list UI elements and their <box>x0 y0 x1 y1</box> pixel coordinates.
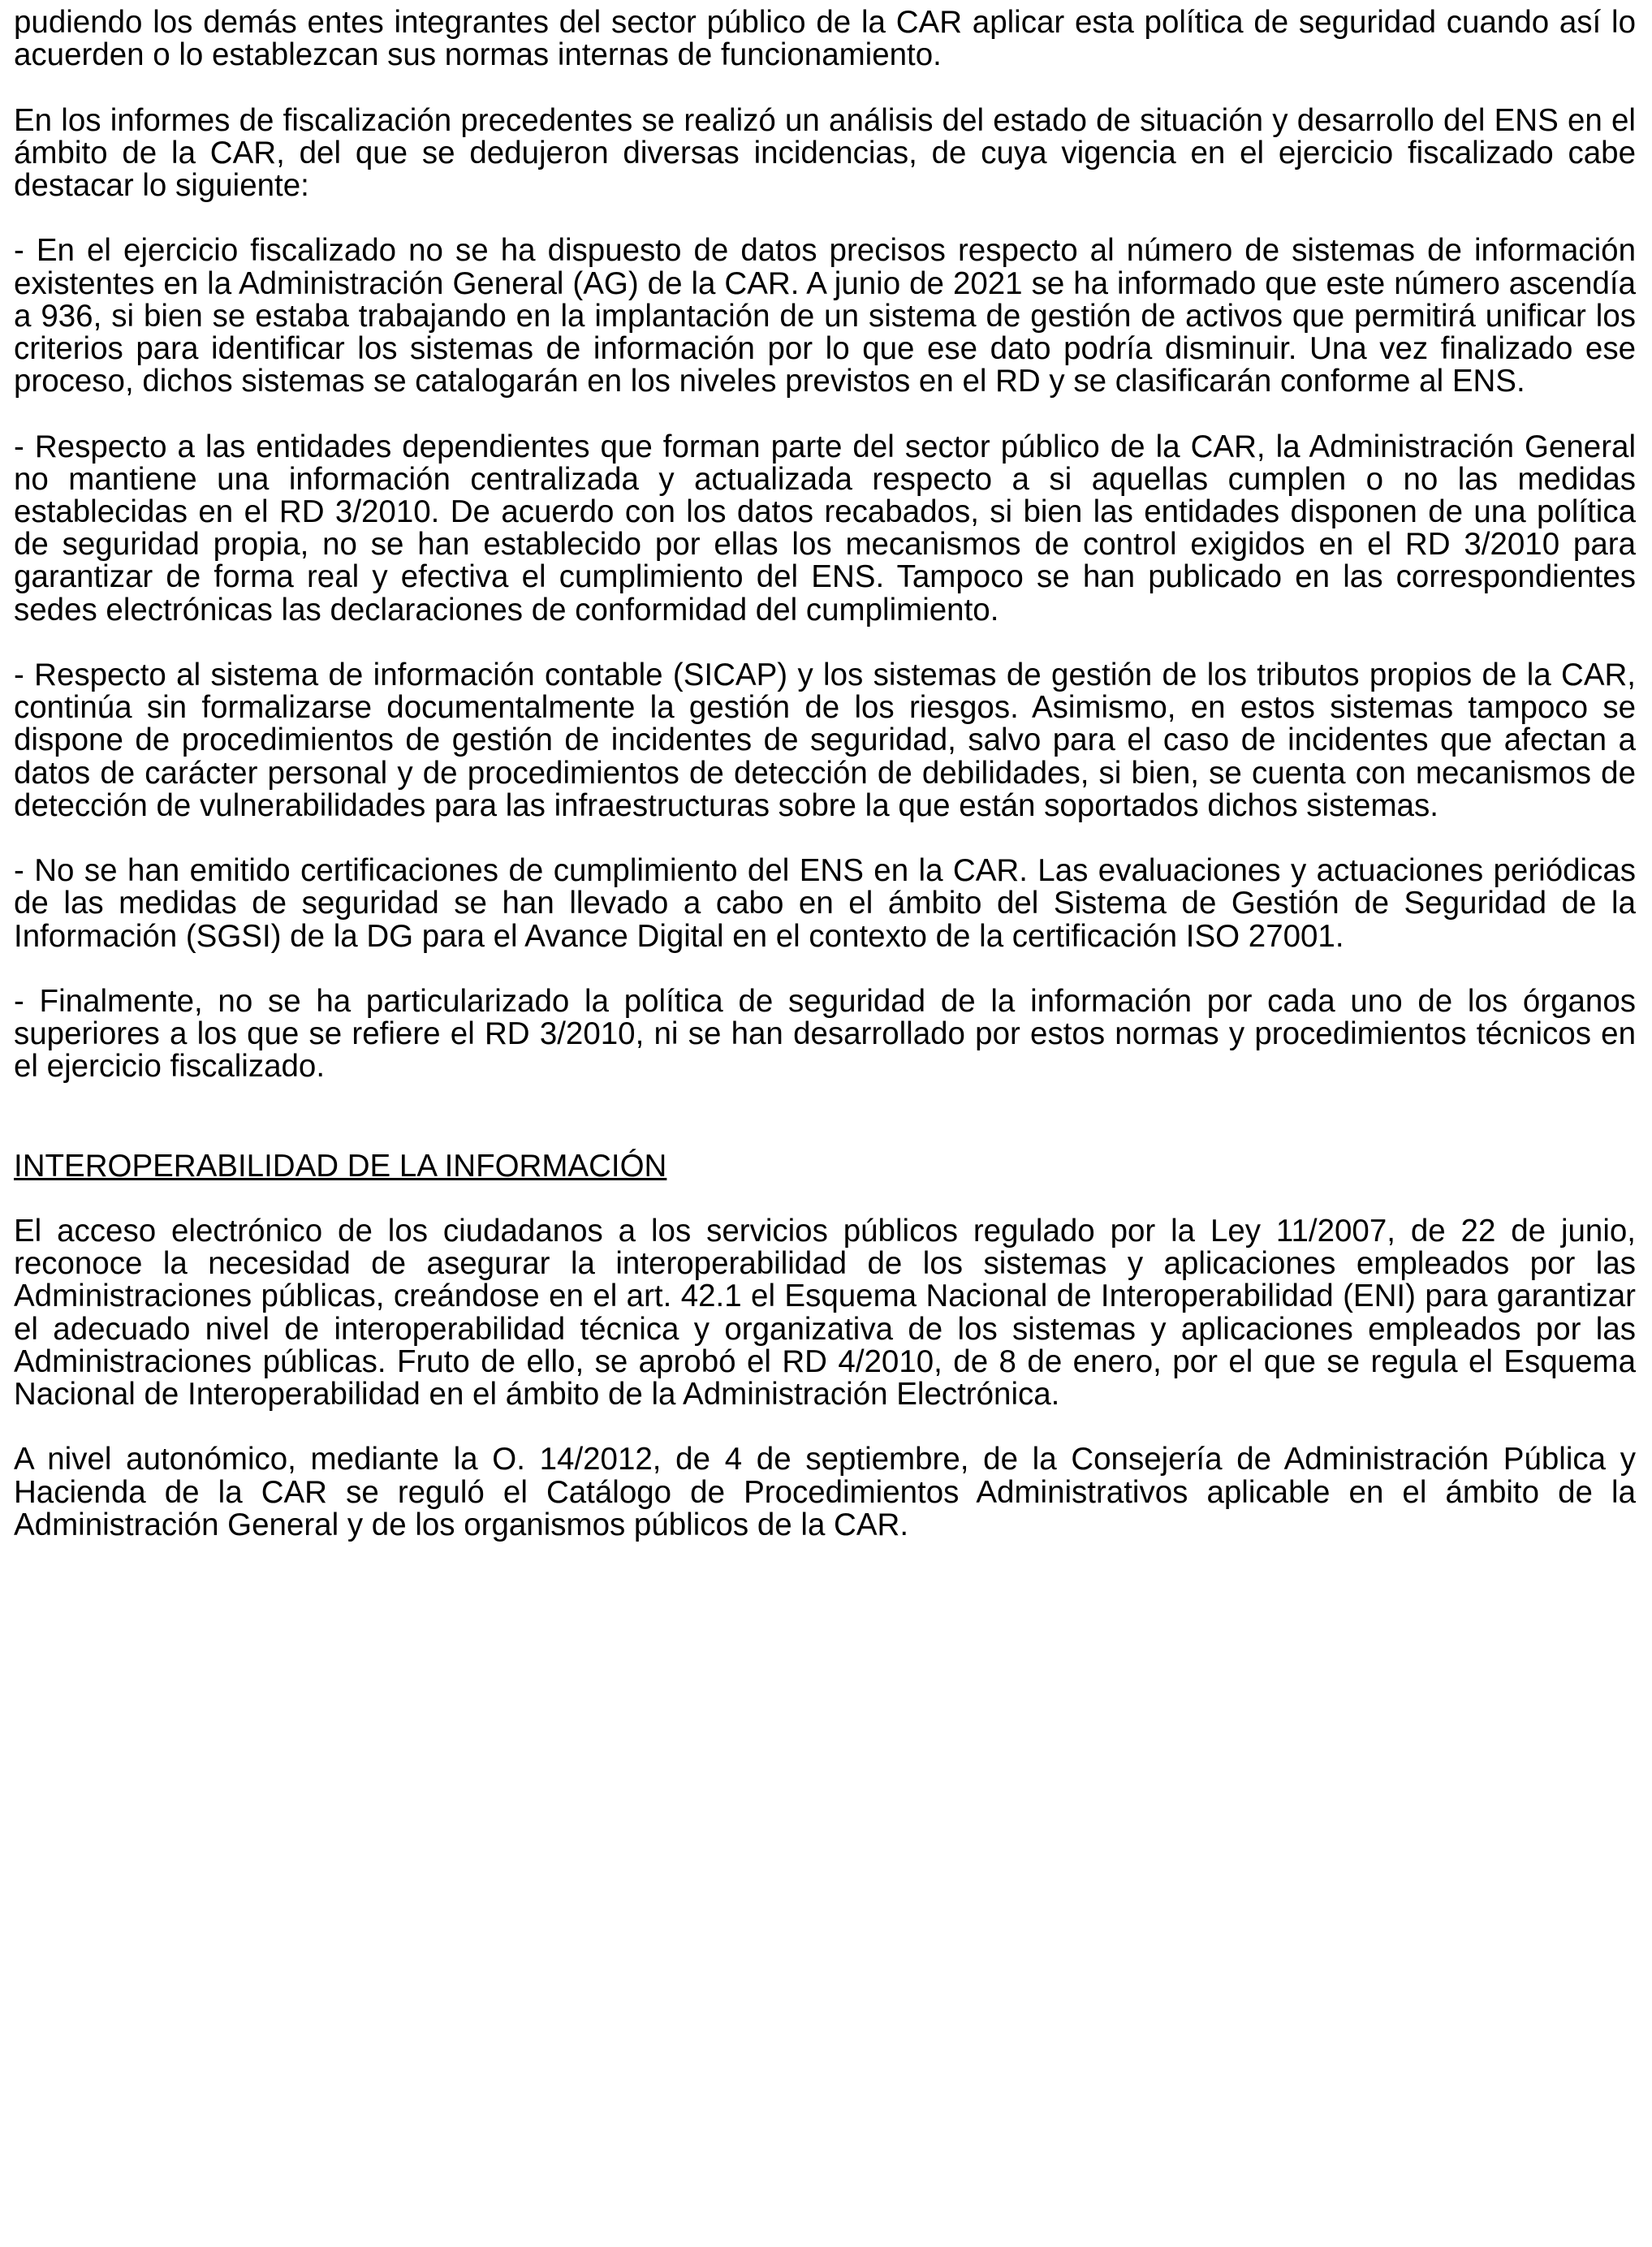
paragraph-sicap-risks: - Respecto al sistema de información contable (SICAP) y los sistemas de gestión de los tributos propios de la CAR, continúa sin formalizarse documentalmente la gestión de los riesgos. Asimismo, en estos sistemas tampoco se dispone de procedimientos de gestión de incidentes de seguridad, salvo para el caso de incidentes que afectan a datos de carácter personal y de procedimientos de detección de debilidades, si bien, se cuenta con mecanismos de detección de vulnerabilidades para las infraestructuras sobre la que están soportados dichos sistemas. <box>14 658 1636 823</box>
section-heading: INTEROPERABILIDAD DE LA INFORMACIÓN <box>14 1148 667 1184</box>
document-page <box>14 6 1636 1574</box>
paragraph-eni: El acceso electrónico de los ciudadanos a los servicios públicos regulado por la Ley 11/2007, de 22 de junio, reconoce la necesidad de asegurar la interoperabilidad de los sistemas y aplicaciones empleados por las Administraciones públicas, creándose en el art. 42.1 el Esquema Nacional de Interoperabilidad (ENI) para garantizar el adecuado nivel de interoperabilidad técnica y organizativa de los sistemas y aplicaciones empleados por las Administraciones públicas. Fruto de ello, se aprobó el RD 4/2010, de 8 de enero, por el que se regula el Esquema Nacional de Interoperabilidad en el ámbito de la Administración Electrónica. <box>14 1214 1636 1412</box>
paragraph-dependent-entities: - Respecto a las entidades dependientes que forman parte del sector público de la CAR, la Administración General no mantiene una información centralizada y actualizada respecto a si aquellas cumplen o no las medidas establecidas en el RD 3/2010. De acuerdo con los datos recabados, si bien las entidades disponen de una política de seguridad propia, no se han establecido por ellas los mecanismos de control exigidos en el RD 3/2010 para garantizar de forma real y efectiva el cumplimiento del ENS. Tampoco se han publicado en las correspondientes sedes electrónicas las declaraciones de conformidad del cumplimiento. <box>14 429 1636 628</box>
paragraph-security-policy: - Finalmente, no se ha particularizado la política de seguridad de la información por cada uno de los órganos superiores a los que se refiere el RD 3/2010, ni se han desarrollado por estos normas y procedimientos técnicos en el ejercicio fiscalizado. <box>14 984 1636 1085</box>
paragraph-regional-order: A nivel autonómico, mediante la O. 14/2012, de 4 de septiembre, de la Consejería de Administración Pública y Hacienda de la CAR se reguló el Catálogo de Procedimientos Administrativos aplicable en el ámbito de la Administración General y de los organismos públicos de la CAR. <box>14 1442 1636 1542</box>
paragraph-prior-reports: En los informes de fiscalización precedentes se realizó un análisis del estado de situación y desarrollo del ENS en el ámbito de la CAR, del que se dedujeron diversas incidencias, de cuya vigencia en el ejercicio fiscalizado cabe destacar lo siguiente: <box>14 102 1636 203</box>
paragraph-information-systems: - En el ejercicio fiscalizado no se ha dispuesto de datos precisos respecto al número de sistemas de información existentes en la Administración General (AG) de la CAR. A junio de 2021 se ha informado que este número ascendía a 936, si bien se estaba trabajando en la implantación de un sistema de gestión de activos que permitirá unificar los criterios para identificar los sistemas de información por lo que ese dato podría disminuir. Una vez finalizado ese proceso, dichos sistemas se catalogarán en los niveles previstos en el RD y se clasificarán conforme al ENS. <box>14 233 1636 399</box>
paragraph-certifications: - No se han emitido certificaciones de cumplimiento del ENS en la CAR. Las evaluaciones y actuaciones periódicas de las medidas de seguridad se han llevado a cabo en el ámbito del Sistema de Gestión de Seguridad de la Información (SGSI) de la DG para el Avance Digital en el contexto de la certificación ISO 27001. <box>14 853 1636 954</box>
paragraph-policy-continuation: pudiendo los demás entes integrantes del sector público de la CAR aplicar esta política de seguridad cuando así lo acuerden o lo establezcan sus normas internas de funcionamiento. <box>14 5 1636 73</box>
